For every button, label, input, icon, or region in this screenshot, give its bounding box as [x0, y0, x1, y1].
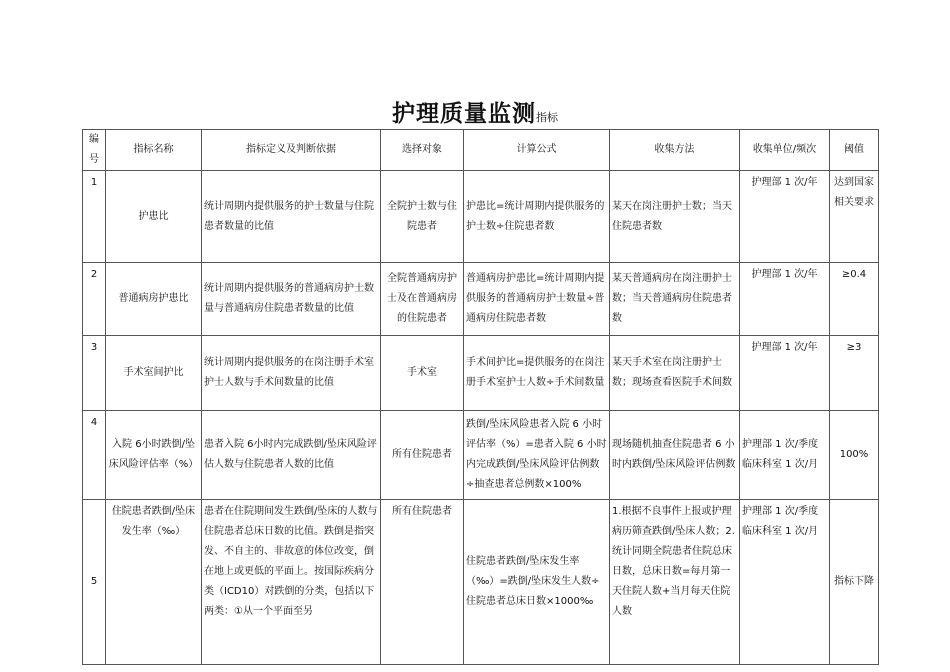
header-row: [83, 130, 879, 171]
cell-no: 2: [83, 263, 106, 336]
cell-target: 手术室: [381, 336, 464, 411]
cell-threshold: 指标下降: [830, 500, 879, 665]
header-cell-no: 编号: [83, 130, 106, 171]
table-row: [83, 336, 879, 411]
cell-method: 现场随机抽查住院患者 6 小时内跌倒/坠床风险评估例数: [610, 411, 740, 500]
document-title: [0, 95, 950, 128]
cell-unit: 护理部 1 次/年: [740, 336, 830, 411]
cell-target: 所有住院患者: [381, 500, 464, 665]
cell-threshold: 达到国家相关要求: [830, 171, 879, 263]
cell-method: 某天普通病房在岗注册护士数；当天普通病房住院患者数: [610, 263, 740, 336]
cell-method: 某天手术室在岗注册护士数；现场查看医院手术间数: [610, 336, 740, 411]
table-row: [83, 171, 879, 263]
cell-target: 全院护士数与住院患者: [381, 171, 464, 263]
cell-target: 全院普通病房护士及在普通病房的住院患者: [381, 263, 464, 336]
header-cell-formula: 计算公式: [464, 130, 610, 171]
cell-name: 手术室间护比: [106, 336, 202, 411]
cell-definition: 统计周期内提供服务的在岗注册手术室护士人数与手术间数量的比值: [202, 336, 381, 411]
cell-definition: 患者入院 6小时内完成跌倒/坠床风险评估人数与住院患者人数的比值: [202, 411, 381, 500]
cell-name: 普通病房护患比: [106, 263, 202, 336]
cell-definition: 统计周期内提供服务的护士数量与住院患者数量的比值: [202, 171, 381, 263]
cell-method: 1.根据不良事件上报或护理病历筛查跌倒/坠床人数；2.统计同期全院患者住院总床日数，总床日数=每月第一天住院人数+当月每天住院人数: [610, 500, 740, 665]
cell-unit: 护理部 1 次/季度 临床科室 1 次/月: [740, 411, 830, 500]
cell-formula: 普通病房护患比=统计周期内提供服务的普通病房护士数量÷普通病房住院患者数: [464, 263, 610, 336]
cell-no: 5: [83, 500, 106, 665]
cell-name: 住院患者跌倒/坠床发生率（‰）: [106, 500, 202, 665]
cell-formula: 护患比=统计周期内提供服务的护士数÷住院患者数: [464, 171, 610, 263]
table-row: [83, 500, 879, 665]
header-cell-unit: 收集单位/频次: [740, 130, 830, 171]
cell-target: 所有住院患者: [381, 411, 464, 500]
cell-definition: 患者在住院期间发生跌倒/坠床的人数与住院患者总床日数的比值。跌倒是指突发、不自主的、非故意的体位改变，倒在地上或更低的平面上。按国际疾病分类（ICD10）对跌倒的分类，包括以下两类：①从一个平面至另: [202, 500, 381, 665]
cell-formula: 跌倒/坠床风险患者入院 6 小时评估率（%）=患者入院 6 小时内完成跌倒/坠床风险评估例数÷抽查患者总例数×100%: [464, 411, 610, 500]
cell-threshold: 100%: [830, 411, 879, 500]
header-cell-target: 选择对象: [381, 130, 464, 171]
cell-no: 1: [83, 171, 106, 263]
cell-name: 入院 6小时跌倒/坠床风险评估率（%）: [106, 411, 202, 500]
cell-unit: 护理部 1 次/季度 临床科室 1 次/月: [740, 500, 830, 665]
title-sub: 指标: [536, 111, 558, 124]
table-row: [83, 411, 879, 500]
cell-method: 某天在岗注册护士数；当天住院患者数: [610, 171, 740, 263]
title-main: 护理质量监测: [392, 101, 536, 127]
table-row: [83, 263, 879, 336]
cell-unit: 护理部 1 次/年: [740, 171, 830, 263]
cell-no: 4: [83, 411, 106, 500]
indicator-table: [82, 129, 879, 665]
header-cell-name: 指标名称: [106, 130, 202, 171]
header-cell-definition: 指标定义及判断依据: [202, 130, 381, 171]
cell-no: 3: [83, 336, 106, 411]
cell-formula: 住院患者跌倒/坠床发生率（‰）=跌倒/坠床发生人数÷住院患者总床日数×1000‰: [464, 500, 610, 665]
header-cell-threshold: 阈值: [830, 130, 879, 171]
cell-name: 护患比: [106, 171, 202, 263]
cell-formula: 手术间护比=提供服务的在岗注册手术室护士人数÷手术间数量: [464, 336, 610, 411]
cell-unit: 护理部 1 次/年: [740, 263, 830, 336]
cell-threshold: ≥3: [830, 336, 879, 411]
cell-definition: 统计周期内提供服务的普通病房护士数量与普通病房住院患者数量的比值: [202, 263, 381, 336]
header-cell-method: 收集方法: [610, 130, 740, 171]
cell-threshold: ≥0.4: [830, 263, 879, 336]
